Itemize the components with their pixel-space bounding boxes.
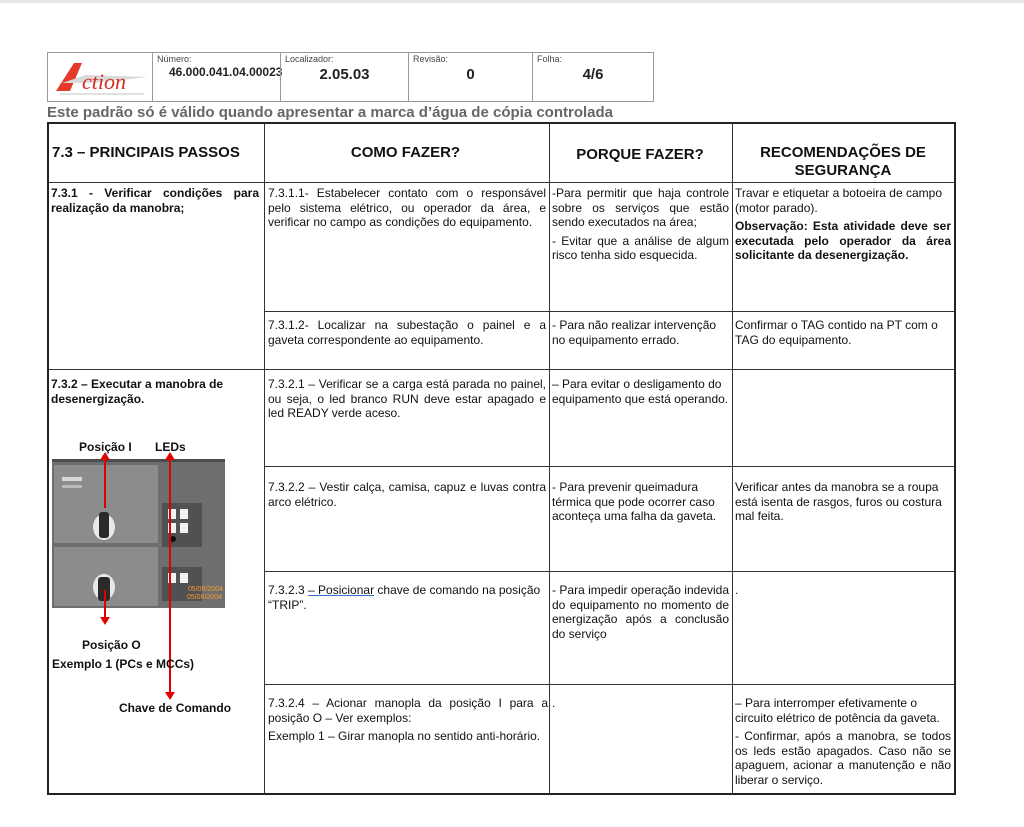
label-exemplo-1: Exemplo 1 (PCs e MCCs)	[52, 657, 195, 671]
numero-value: 46.000.041.04.00023	[169, 65, 283, 79]
arrow-head-down-icon	[100, 617, 110, 625]
col-divider	[549, 124, 550, 793]
arrow-head-down-icon	[165, 692, 175, 700]
step-7-3-2-3-como	[268, 583, 546, 612]
step-7-3-2-2-como: 7.3.2.2 – Vestir calça, camisa, capuz e luvas contra arco elétrico.	[268, 480, 546, 509]
step-7-3-2-3-prefix: 7.3.2.3	[268, 583, 309, 597]
step-7-3-2-4-como	[268, 696, 548, 748]
numero-label: Número:	[157, 54, 192, 64]
header-recomendacoes	[732, 144, 954, 180]
step-7-3-1-1-porque-2: - Evitar que a análise de algum risco tenha sido esquecida.	[552, 233, 729, 262]
arrow-head-up-icon	[100, 452, 110, 460]
step-7-3-1-1-recomendacao	[735, 186, 951, 267]
photo-date-stamp: 05/06/2004	[187, 586, 223, 593]
step-7-3-1-1-porque-1: -Para permitir que haja controle sobre os serviços que estão sendo executados na área;	[552, 186, 729, 229]
step-7-3-2-2-porque: - Para prevenir queimadura térmica que pode ocorrer caso aconteça uma falha da gaveta.	[552, 480, 717, 523]
header-passos: 7.3 – PRINCIPAIS PASSOS	[52, 144, 240, 161]
step-7-3-2-3-recomendacao: .	[735, 583, 739, 597]
label-posicao-i: Posição I	[79, 440, 132, 454]
step-7-3-1-1-rec-1: Travar e etiquetar a botoeira de campo (motor parado).	[735, 186, 943, 215]
step-7-3-2-4-porque: .	[552, 696, 556, 710]
step-7-3-2-title: 7.3.2 – Executar a manobra de desenergização.	[51, 377, 224, 406]
label-posicao-o: Posição O	[82, 638, 141, 652]
localizador-label: Localizador:	[285, 54, 334, 64]
svg-text:ction: ction	[82, 69, 126, 94]
revisao-label: Revisão:	[413, 54, 449, 64]
folha-value: 4/6	[582, 66, 604, 83]
row-divider	[264, 466, 954, 467]
step-7-3-1-1-porque	[552, 186, 729, 267]
controlled-copy-notice: Este padrão só é válido quando apresentar a marca d’água de cópia controlada	[47, 104, 614, 121]
step-7-3-1-1-rec-2: Observação: Esta atividade deve ser executada pelo operador da área solicitante da desenergização.	[735, 219, 951, 262]
col-divider	[732, 124, 733, 793]
arrow-posicao-o	[104, 590, 106, 620]
localizador-cell	[280, 53, 408, 101]
company-logo	[52, 57, 152, 97]
step-7-3-2-3-link: – Posicionar	[308, 583, 375, 597]
folha-label: Folha:	[537, 54, 563, 64]
step-7-3-2-1-porque: – Para evitar o desligamento do equipamento que está operando.	[552, 377, 729, 406]
row-divider	[264, 684, 954, 685]
row-divider	[264, 571, 954, 572]
step-7-3-2-3-porque: - Para impedir operação indevida do equipamento no momento de energização após a conclusão do serviço	[552, 583, 729, 641]
svg-text:05/06/2004: 05/06/2004	[186, 594, 222, 601]
step-7-3-2-4-como-2: Exemplo 1 – Girar manopla no sentido anti-horário.	[268, 729, 541, 743]
step-7-3-2-4-como-1: 7.3.2.4 – Acionar manopla da posição I para a posição O – Ver exemplos:	[268, 696, 548, 725]
label-leds: LEDs	[155, 440, 186, 454]
arrow-posicao-i	[104, 458, 106, 508]
step-7-3-1-title: 7.3.1 - Verificar condições para realização da manobra;	[51, 186, 259, 215]
col-divider	[264, 124, 265, 793]
row-divider	[49, 369, 954, 370]
step-7-3-1-2-recomendacao: Confirmar o TAG contido na PT com o TAG do equipamento.	[735, 318, 938, 347]
step-7-3-2-4-recomendacao	[735, 696, 951, 791]
header-recomendacoes-line2: SEGURANÇA	[794, 162, 892, 179]
document-header	[47, 52, 654, 102]
revisao-value: 0	[466, 66, 475, 83]
top-bar	[0, 0, 1024, 3]
step-7-3-2-3-rest: chave de comando na posição “TRIP”.	[268, 583, 541, 612]
header-como: COMO FAZER?	[350, 144, 461, 161]
step-7-3-1-1-como: 7.3.1.1- Estabelecer contato com o responsável pelo sistema elétrico, ou operador da área, e verificar no campo as condições do equipamento.	[268, 186, 546, 229]
step-7-3-2-4-rec-1: – Para interromper efetivamente o circuito elétrico de potência da gaveta.	[735, 696, 940, 725]
revisao-cell	[408, 53, 532, 101]
numero-cell	[152, 53, 283, 101]
header-recomendacoes-line1: RECOMENDAÇÕES DE	[760, 144, 926, 161]
step-7-3-2-4-rec-2: - Confirmar, após a manobra, se todos os leds estão apagados. Caso não se apaguem, acionar a manutenção e não liberar o serviço.	[735, 729, 951, 787]
arrow-head-up-icon	[165, 452, 175, 460]
step-7-3-1-2-porque: - Para não realizar intervenção no equipamento errado.	[552, 318, 717, 347]
step-7-3-2-1-como: 7.3.2.1 – Verificar se a carga está parada no painel, ou seja, o led branco RUN deve estar apagado e led READY verde aceso.	[268, 377, 546, 420]
step-7-3-2-2-recomendacao: Verificar antes da manobra se a roupa está isenta de rasgos, furos ou costura mal feita.	[735, 480, 942, 523]
step-7-3-1-2-como: 7.3.1.2- Localizar na subestação o painel e a gaveta correspondente ao equipamento.	[268, 318, 546, 347]
label-chave-comando: Chave de Comando	[119, 701, 232, 715]
row-divider	[49, 182, 954, 183]
header-porque: PORQUE FAZER?	[576, 146, 704, 163]
row-divider	[264, 311, 954, 312]
localizador-value: 2.05.03	[319, 66, 370, 83]
folha-cell	[532, 53, 653, 101]
